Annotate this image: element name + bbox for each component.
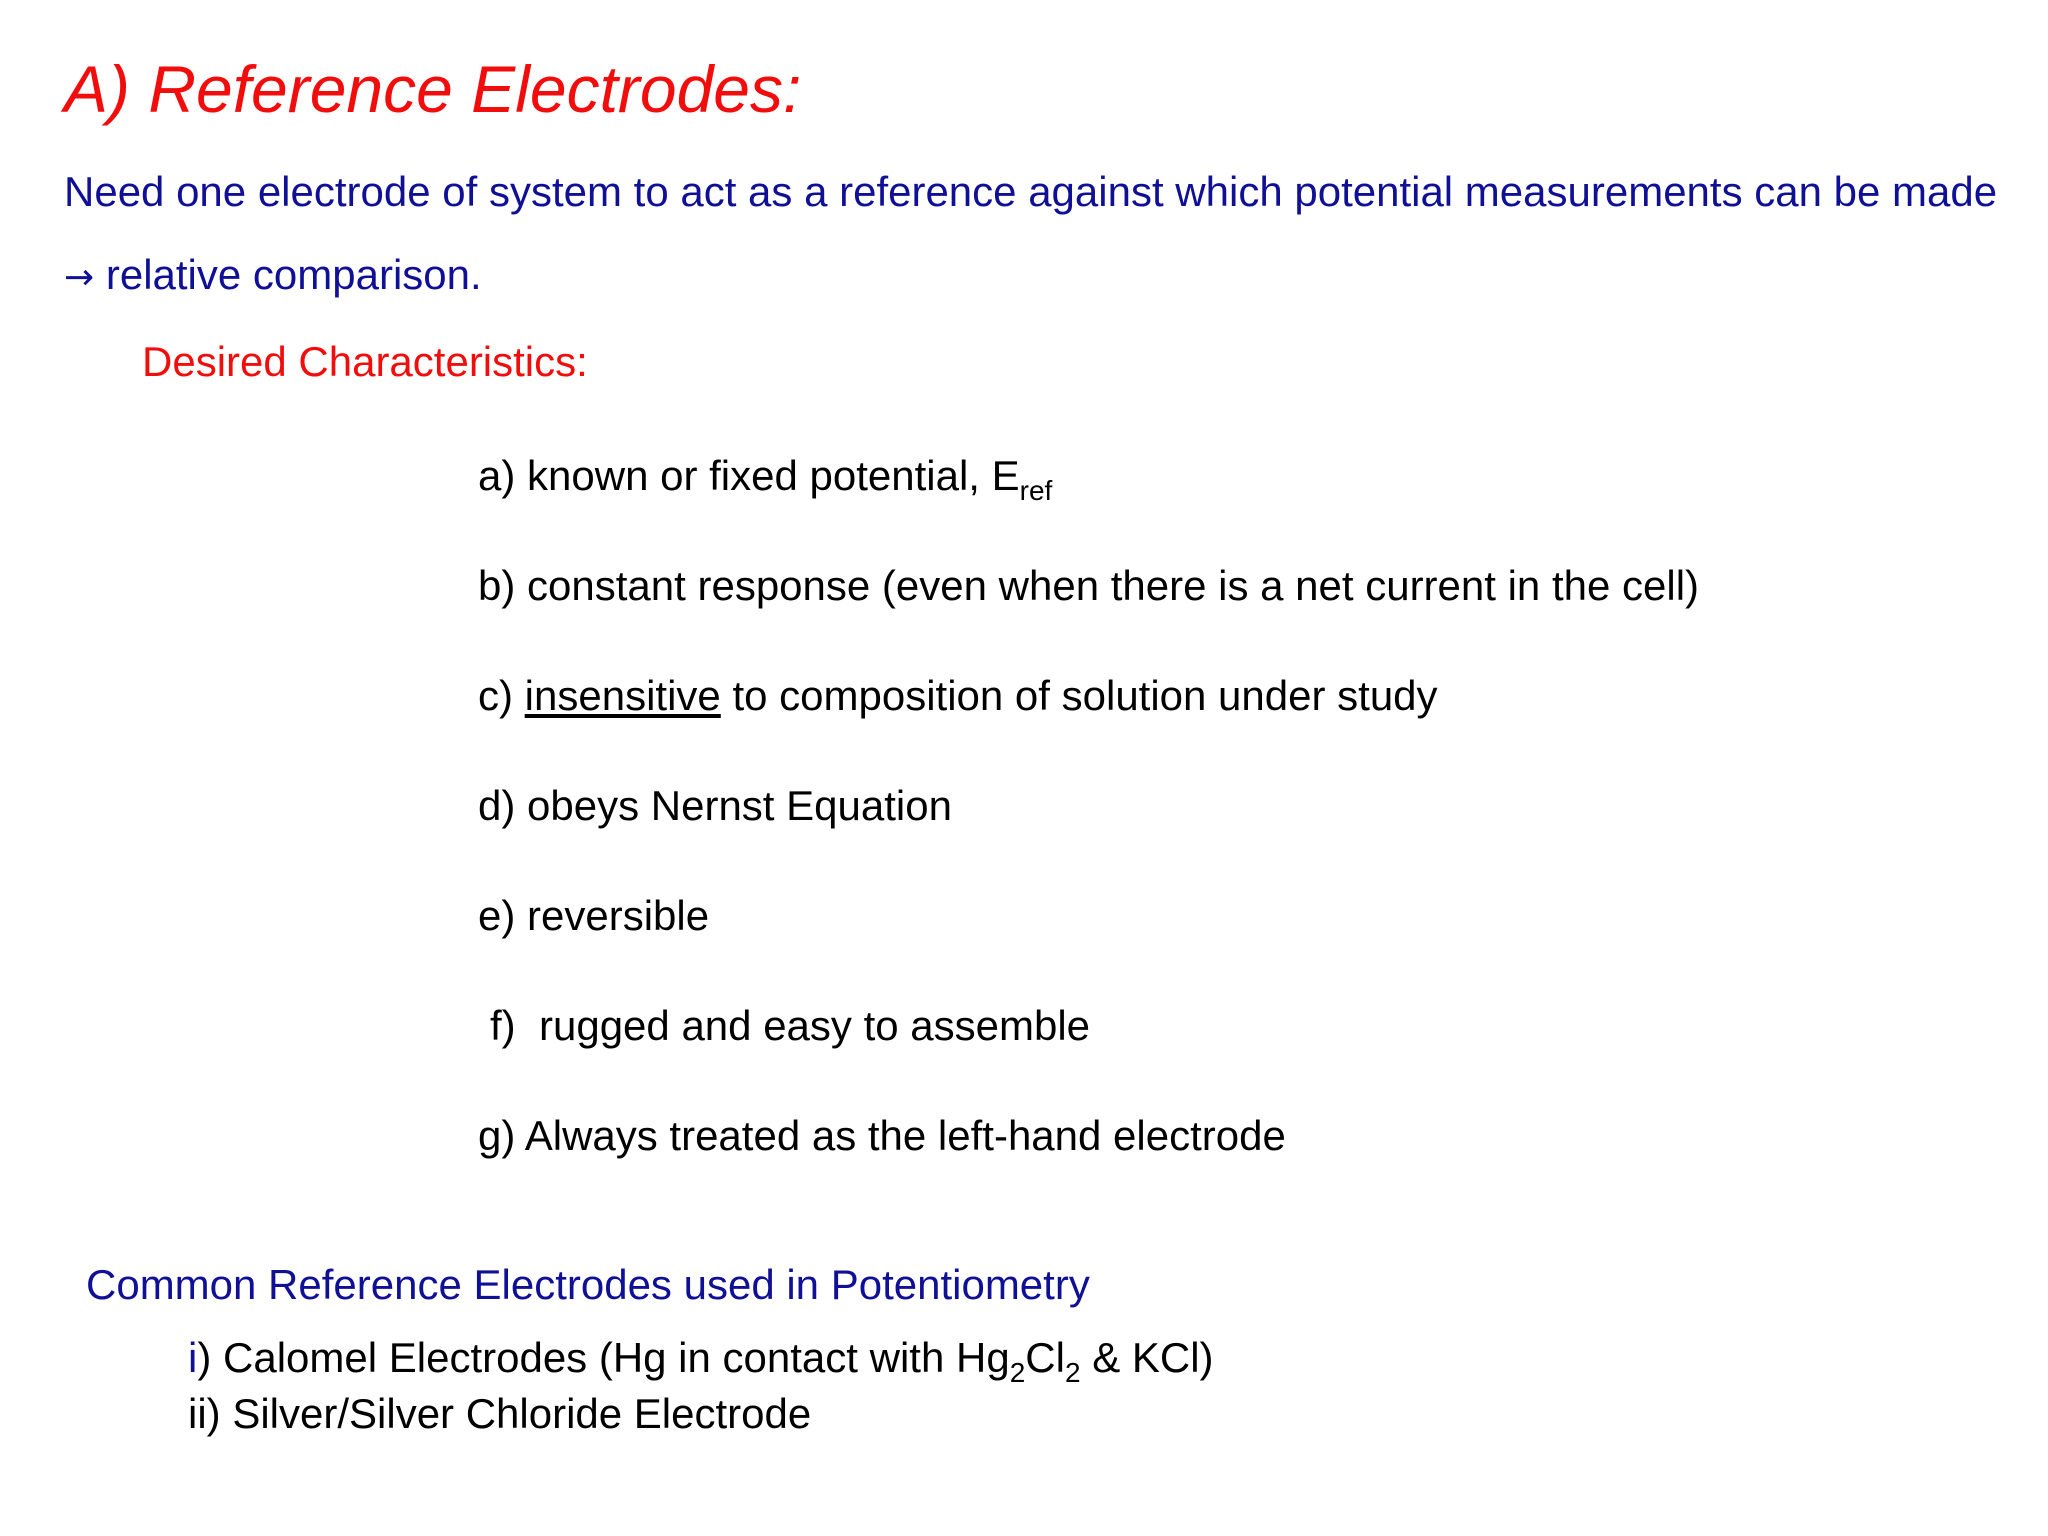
characteristic-c [478,666,1699,776]
common-electrodes-heading: Common Reference Electrodes used in Potentiometry [86,1261,1090,1308]
characteristic-a [478,446,1699,556]
slide-title: A) Reference Electrodes: [64,52,802,126]
right-arrow-icon: → [64,257,95,298]
intro-line1: Need one electrode of system to act as a reference against which potential measurements can be made [64,168,1998,215]
intro-line2: relative comparison. [105,251,482,298]
item-text: Silver/Silver Chloride Electrode [232,1390,812,1437]
reference-electrode-item [188,1386,1214,1442]
list-marker: c) [478,672,513,719]
characteristics-list [478,446,1699,1216]
characteristic-e [478,886,1699,996]
characteristic-text: to composition of solution under study [732,672,1438,719]
underlined-word: insensitive [524,672,721,719]
item-text-b: Cl [1025,1334,1065,1381]
item-text-c: & KCl) [1092,1334,1214,1381]
characteristic-text: known or fixed potential, E [527,452,1020,499]
characteristic-text: Always treated as the left-hand electrode [524,1112,1286,1159]
subscript: ref [1019,475,1053,506]
list-marker: ii) [188,1390,221,1437]
desired-characteristics-heading: Desired Characteristics: [142,338,588,385]
characteristic-g [478,1106,1699,1216]
characteristic-f [478,996,1699,1106]
characteristic-d [478,776,1699,886]
subscript: 2 [1009,1357,1026,1388]
list-marker: f) [490,1002,516,1049]
list-marker: a) [478,452,516,499]
characteristic-text: rugged and easy to assemble [539,1002,1091,1049]
list-marker: d) [478,782,516,829]
characteristic-text: constant response (even when there is a net current in the cell) [527,562,1700,609]
reference-electrode-item [188,1330,1214,1386]
list-marker: g) [478,1112,516,1159]
list-marker: e) [478,892,516,939]
list-marker: b) [478,562,516,609]
characteristic-b [478,556,1699,666]
characteristic-text: obeys Nernst Equation [527,782,952,829]
intro-paragraph [64,150,2024,319]
item-text-a: Calomel Electrodes (Hg in contact with Hg [223,1334,1010,1381]
list-marker: i [188,1334,198,1381]
subscript: 2 [1064,1357,1081,1388]
list-marker-paren: ) [197,1334,212,1381]
reference-electrodes-list [188,1330,1214,1442]
characteristic-text: reversible [527,892,710,939]
